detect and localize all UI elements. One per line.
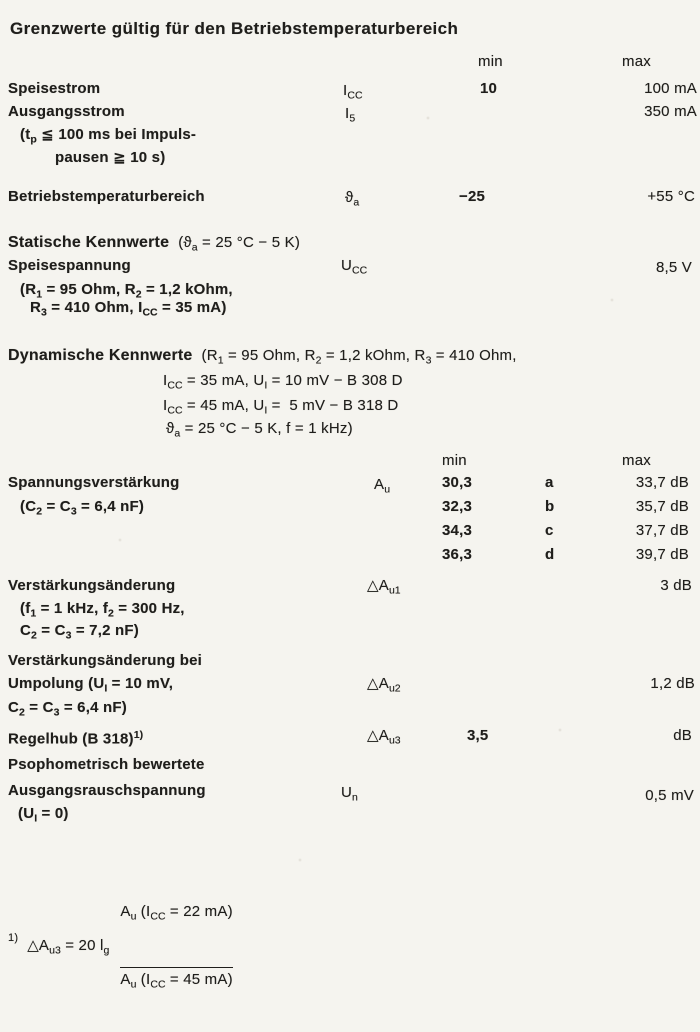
gain-row-c-min: 34,3	[442, 522, 472, 539]
gain-row-a-min: 30,3	[442, 474, 472, 491]
section-dynamische-heading: Dynamische Kennwerte	[8, 347, 193, 364]
row-au1-label: Verstärkungsänderung	[8, 577, 176, 594]
row-au2-symbol: $\triangle A_{u2}$	[367, 675, 401, 695]
row-noise-label-1: Psophometrisch bewertete	[8, 756, 205, 773]
row-au2-label-2: Umpolung ($U_I = 10$ mV,	[8, 675, 174, 695]
row-au3-symbol: $\triangle A_{u3}$	[367, 727, 401, 747]
section-statische-condition: ($ϑ_a = 25$ °C − 5 K)	[178, 234, 301, 254]
section-dynamische-condition-3: $I_{CC} = 45$ mA, $U_I = 5$ mV − B 318 D	[163, 397, 399, 417]
row-au1-max: 3 dB	[660, 577, 692, 594]
row-noise-label-2: Ausgangsrauschspannung	[8, 782, 206, 799]
footnote-lhs: $\triangle A_{u3} = 20$ $l_g$	[27, 936, 110, 957]
row-au2-label-3: $C_2 = C_3 = 6,4$ nF)	[8, 699, 127, 719]
section-dynamische-condition-2: $I_{CC} = 35$ mA, $U_I = 10$ mV − B 308 D	[163, 372, 403, 392]
row-speisespannung-max: 8,5 V	[655, 259, 692, 276]
section-dynamische-condition-1: ($R_1 = 95$ Ohm, $R_2 = 1,2$ kOhm, $R_3 = 410$ Ohm,	[201, 347, 517, 367]
gain-row-c-max: 37,7 dB	[635, 522, 689, 539]
column-header-min-2: min	[442, 452, 467, 469]
row-au3-max: dB	[673, 727, 692, 744]
footnote-fraction-denominator: $A_u$ ($I_{CC} = 45$ mA)	[120, 967, 232, 995]
page-title: Grenzwerte gültig für den Betriebstemperaturbereich	[10, 19, 459, 38]
row-au3-min: 3,5	[467, 727, 489, 744]
row-au1-note-2: $C_2 = C_3 = 7,2$ nF)	[20, 622, 139, 642]
gain-row-a-max: 33,7 dB	[635, 474, 689, 491]
row-au3-label: Regelhub (B 318)$^{1)}$	[8, 729, 144, 748]
row-temperatur-min: −25	[459, 188, 486, 205]
row-noise-label-3: $(U_I = 0)$	[18, 805, 69, 825]
row-ausgangsstrom-max: 350 mA	[644, 103, 697, 120]
section-dynamische-condition-4: $ϑ_a = 25$ °C − 5 K, f = 1 kHz)	[166, 420, 353, 440]
footnote-formula	[8, 864, 235, 1032]
row-speisespannung-label: Speisespannung	[8, 257, 131, 274]
row-gain-label: Spannungsverstärkung	[8, 474, 180, 491]
row-ausgangsstrom-symbol: $I_5$	[345, 105, 356, 125]
row-noise-max: 0,5 mV	[645, 787, 694, 804]
row-au1-symbol: $\triangle A_{u1}$	[367, 577, 401, 597]
footnote-fraction-numerator: $A_u$ ($I_{CC} = 22$ mA)	[120, 903, 233, 923]
gain-row-b-max: 35,7 dB	[635, 498, 689, 515]
row-noise-symbol: $U_n$	[341, 784, 358, 804]
row-speisespannung-note-2: $R_3 = 410$ Ohm, $I_{CC} = 35$ mA)	[30, 299, 227, 319]
gain-row-b-min: 32,3	[442, 498, 472, 515]
gain-row-a-grade: a	[545, 474, 554, 491]
row-au2-label-1: Verstärkungsänderung bei	[8, 652, 203, 669]
section-statische-kennwerte	[8, 233, 300, 258]
row-temperatur-symbol: $ϑ_a$	[345, 189, 360, 209]
section-statische-heading: Statische Kennwerte	[8, 234, 170, 251]
column-header-min-1: min	[478, 53, 503, 70]
row-au1-note-1: ($f_1 = 1$ kHz, $f_2 = 300$ Hz,	[20, 600, 185, 620]
gain-row-d-max: 39,7 dB	[635, 546, 689, 563]
row-temperatur-max: +55 °C	[647, 188, 695, 205]
row-ausgangsstrom-note-1: ($t_p$ ≦ 100 ms bei Impuls-	[20, 126, 197, 146]
row-speisestrom-label: Speisestrom	[8, 80, 101, 97]
row-au2-max: 1,2 dB	[650, 675, 695, 692]
column-header-max-1: max	[622, 53, 651, 70]
row-speisestrom-min: 10	[480, 80, 498, 97]
row-gain-symbol: $A_u$	[374, 476, 391, 496]
row-speisestrom-max: 100 mA	[644, 80, 697, 97]
gain-row-d-grade: d	[545, 546, 555, 563]
section-dynamische-kennwerte	[8, 346, 517, 371]
footnote-marker: 1)	[8, 931, 19, 944]
gain-row-c-grade: c	[545, 522, 554, 539]
footnote-fraction	[118, 864, 234, 1032]
row-ausgangsstrom-label: Ausgangsstrom	[8, 103, 125, 120]
row-speisespannung-symbol: $U_{CC}$	[341, 257, 368, 277]
row-ausgangsstrom-note-2: pausen ≧ 10 s)	[55, 149, 166, 166]
gain-row-b-grade: b	[545, 498, 555, 515]
row-speisestrom-symbol: $I_{CC}$	[343, 82, 363, 102]
row-speisespannung-note-1: ($R_1 = 95$ Ohm, $R_2 = 1,2$ kOhm,	[20, 281, 233, 301]
column-header-max-2: max	[622, 452, 651, 469]
gain-row-d-min: 36,3	[442, 546, 472, 563]
row-temperatur-label: Betriebstemperaturbereich	[8, 188, 205, 205]
row-gain-note: ($C_2 = C_3 = 6,4$ nF)	[20, 498, 145, 518]
